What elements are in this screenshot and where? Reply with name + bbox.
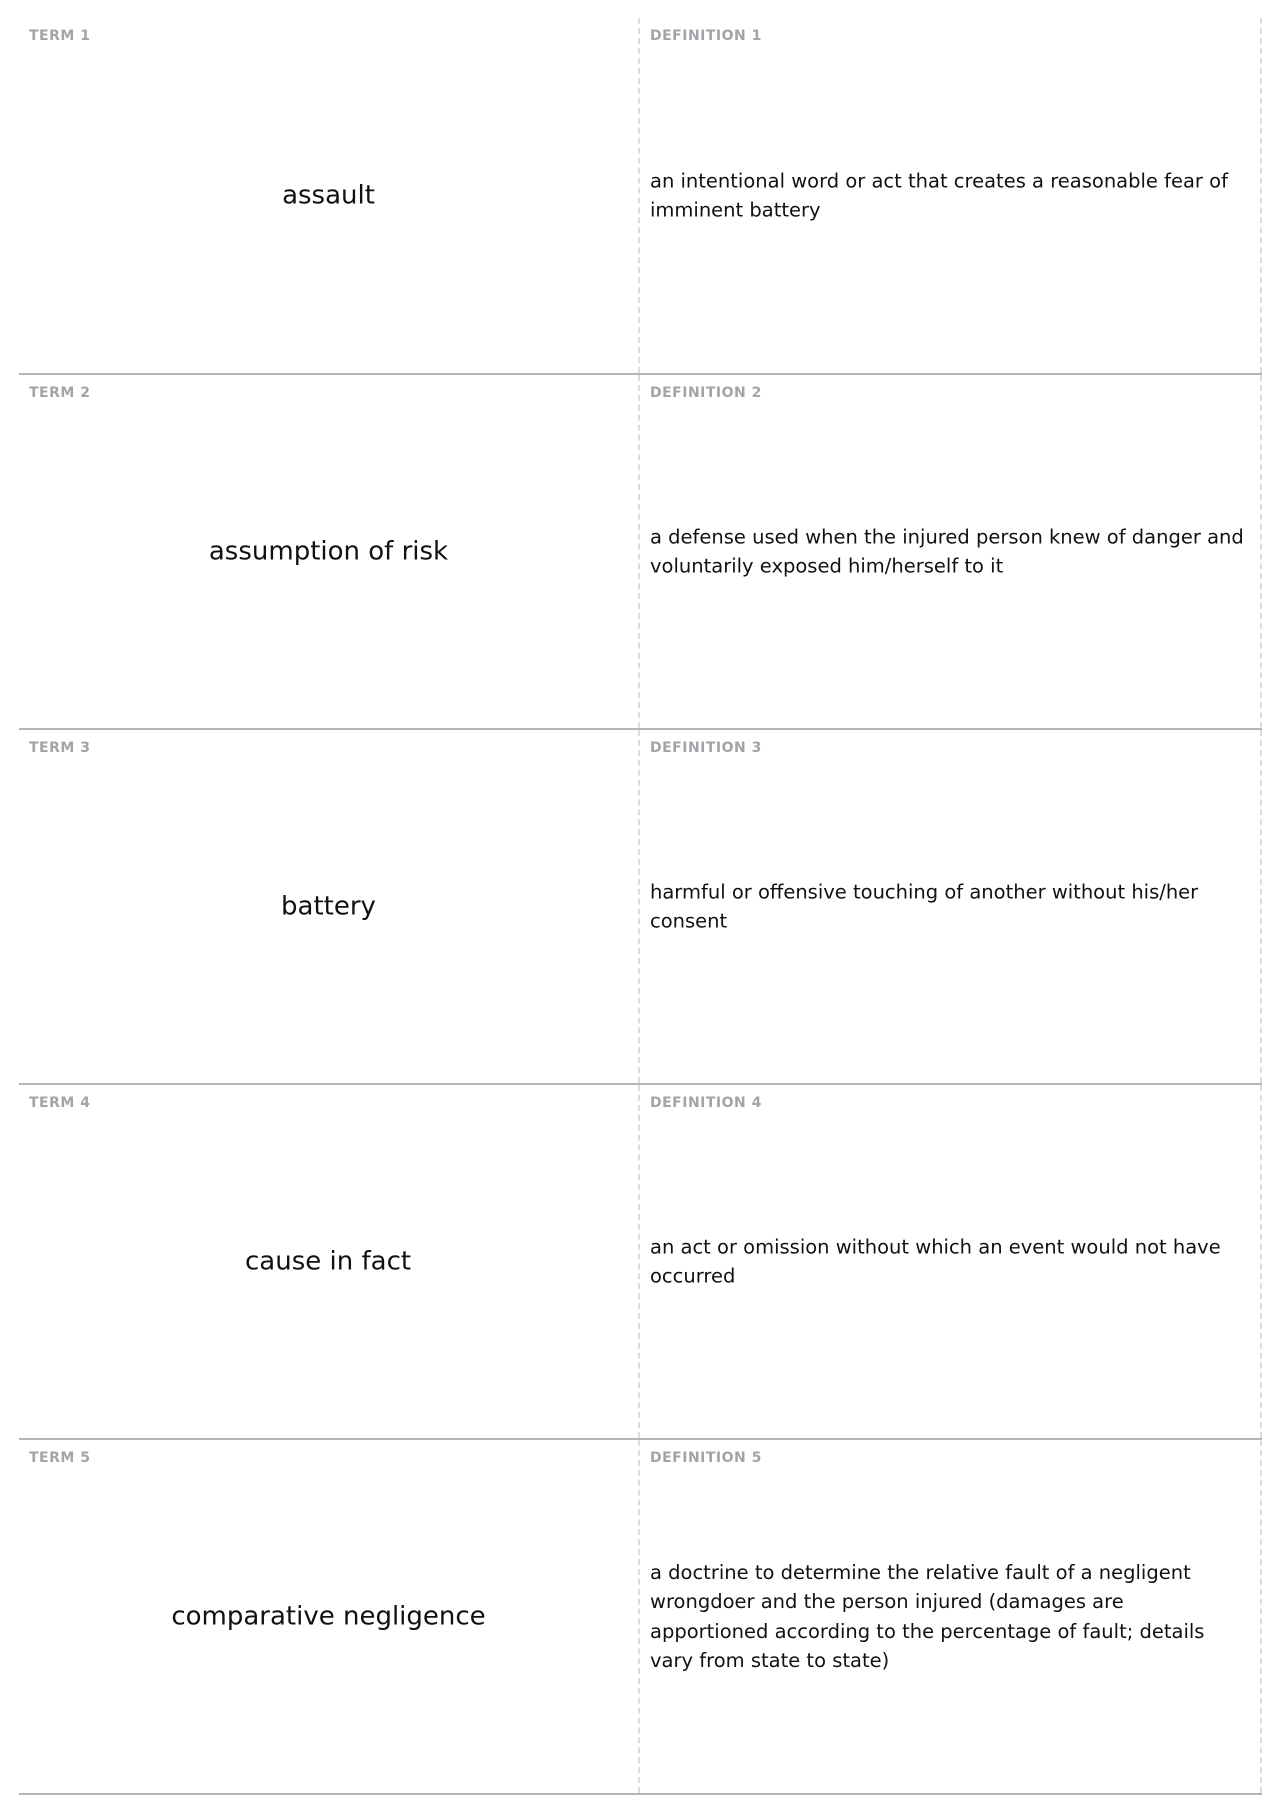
- flashcard-row: [19, 1085, 1262, 1440]
- term-cell: [19, 730, 640, 1083]
- term-text: assault: [282, 180, 375, 210]
- definition-cell: [640, 1440, 1262, 1793]
- term-text: comparative negligence: [171, 1601, 486, 1631]
- term-cell: [19, 1440, 640, 1793]
- definition-cell: [640, 1085, 1262, 1438]
- definition-cell: [640, 730, 1262, 1083]
- flashcard-sheet: [19, 18, 1262, 1795]
- definition-text: an act or omission without which an event would not have occurred: [650, 1235, 1221, 1288]
- definition-text: an intentional word or act that creates a reasonable fear of imminent battery: [650, 169, 1228, 222]
- definition-label: DEFINITION 1: [650, 28, 762, 44]
- term-label: TERM 4: [29, 1095, 91, 1111]
- term-label: TERM 2: [29, 385, 91, 401]
- term-text: battery: [281, 891, 376, 921]
- definition-text: a doctrine to determine the relative fault of a negligent wrongdoer and the person injured (damages are apportioned according to the percentage of fault; details vary from state to state): [650, 1560, 1205, 1672]
- flashcard-row: [19, 375, 1262, 730]
- term-cell: [19, 375, 640, 728]
- term-text: assumption of risk: [208, 536, 449, 566]
- term-cell: [19, 18, 640, 373]
- term-cell: [19, 1085, 640, 1438]
- definition-label: DEFINITION 5: [650, 1450, 762, 1466]
- term-label: TERM 1: [29, 28, 91, 44]
- definition-text: a defense used when the injured person knew of danger and voluntarily exposed him/herself to it: [650, 525, 1244, 578]
- term-text: cause in fact: [245, 1246, 412, 1276]
- term-label: TERM 5: [29, 1450, 91, 1466]
- definition-label: DEFINITION 3: [650, 740, 762, 756]
- definition-text: harmful or offensive touching of another without his/her consent: [650, 880, 1199, 933]
- term-label: TERM 3: [29, 740, 91, 756]
- flashcard-row: [19, 730, 1262, 1085]
- flashcard-row: [19, 1440, 1262, 1795]
- definition-label: DEFINITION 2: [650, 385, 762, 401]
- flashcard-row: [19, 18, 1262, 375]
- definition-label: DEFINITION 4: [650, 1095, 762, 1111]
- definition-cell: [640, 375, 1262, 728]
- definition-cell: [640, 18, 1262, 373]
